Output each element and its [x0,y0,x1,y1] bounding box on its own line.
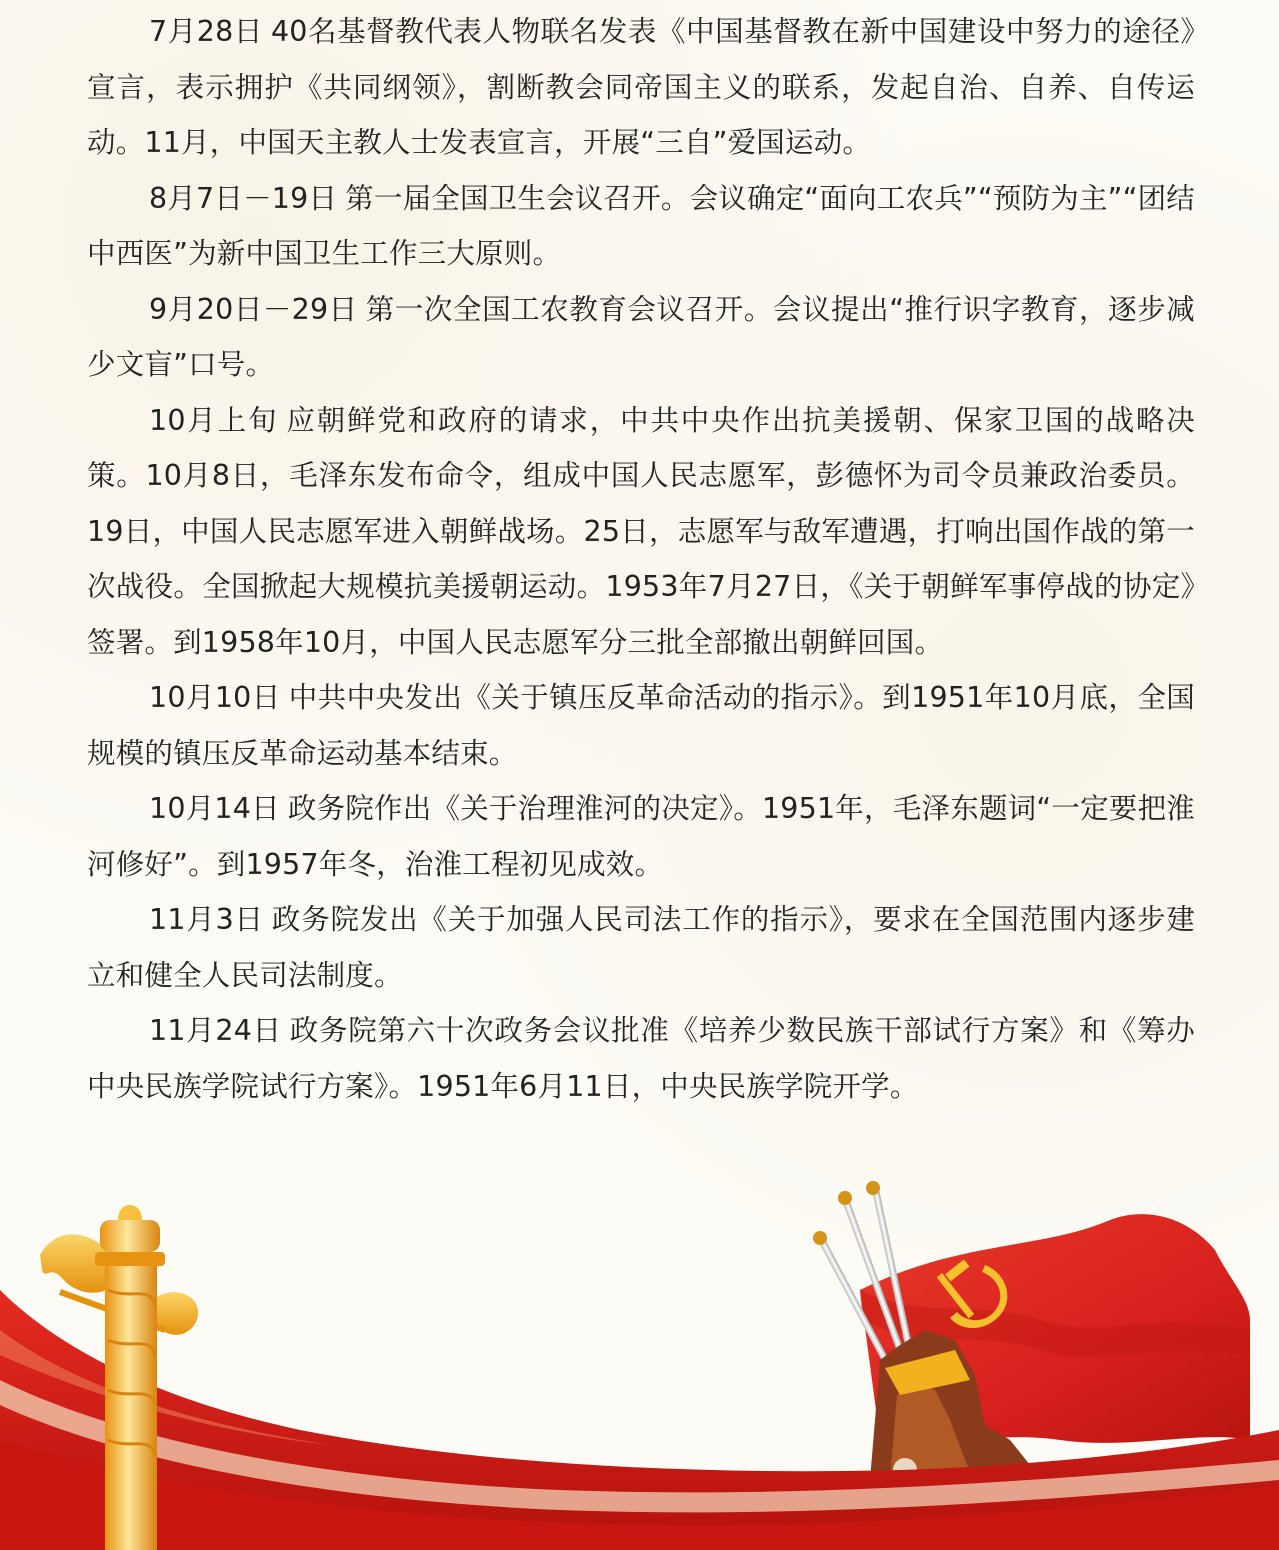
entry-nov-24 [87,1003,1195,1114]
entry-sep-20 [87,282,1195,393]
entry-text: 第一次全国工农教育会议召开。会议提出“推行识字教育，逐步减少文盲”口号。 [87,292,1195,381]
entry-text: 政务院第六十次政务会议批准《培养少数民族干部试行方案》和《筹办中央民族学院试行方案》。1951年6月11日，中央民族学院开学。 [87,1014,1195,1103]
entry-oct-early [87,393,1195,671]
entry-text: 政务院作出《关于治理淮河的决定》。1951年，毛泽东题词“一定要把淮河修好”。到1957年冬，治淮工程初见成效。 [87,792,1195,881]
chronology-text [87,4,1195,1114]
entry-aug-7 [87,171,1195,282]
entry-date: 7月28日 [149,15,263,48]
entry-text: 政务院发出《关于加强人民司法工作的指示》，要求在全国范围内逐步建立和健全人民司法制度。 [87,903,1195,992]
entry-nov-3 [87,892,1195,1003]
entry-oct-10 [87,670,1195,781]
entry-text: 中共中央发出《关于镇压反革命活动的指示》。到1951年10月底，全国规模的镇压反革命运动基本结束。 [87,681,1195,770]
entry-date: 11月24日 [149,1014,282,1047]
entry-text: 第一届全国卫生会议召开。会议确定“面向工农兵”“预防为主”“团结中西医”为新中国卫生工作三大原则。 [87,181,1195,270]
footer-decoration [0,1180,1279,1550]
entry-date: 8月7日－19日 [149,181,338,215]
entry-date: 10月14日 [149,792,280,825]
entry-text: 应朝鲜党和政府的请求，中共中央作出抗美援朝、保家卫国的战略决策。10月8日，毛泽东发布命令，组成中国人民志愿军，彭德怀为司令员兼政治委员。19日，中国人民志愿军进入朝鲜战场。25日，志愿军与敌军遭遇，打响出国作战的第一次战役。全国掀起大规模抗美援朝运动。1953年7月27日，《关于朝鲜军事停战的协定》签署。到1958年10月，中国人民志愿军分三批全部撤出朝鲜回国。 [87,403,1195,659]
entry-oct-14 [87,781,1195,892]
entry-jul-28 [87,4,1195,171]
entry-date: 10月上旬 [149,403,279,437]
entry-date: 10月10日 [149,681,281,714]
entry-text: 40名基督教代表人物联名发表《中国基督教在新中国建设中努力的途径》宣言，表示拥护《共同纲领》，割断教会同帝国主义的联系，发起自治、自养、自传运动。11月，中国天主教人士发表宣言，开展“三自”爱国运动。 [87,15,1195,159]
entry-date: 11月3日 [149,903,264,936]
entry-date: 9月20日－29日 [149,292,358,326]
